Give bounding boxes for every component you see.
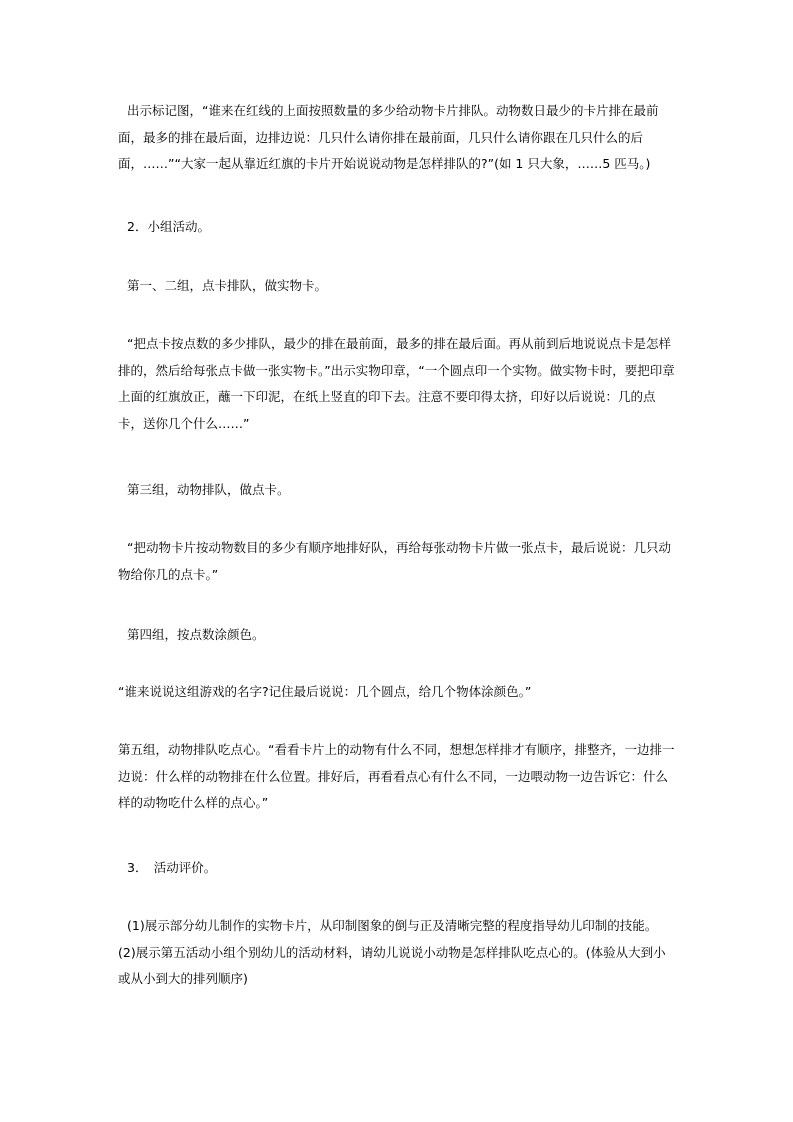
paragraph-group-3: 第三组，动物排队，做点卡。	[127, 482, 290, 497]
paragraph-group-1-2: 第一、二组，点卡排队，做实物卡。	[127, 278, 328, 293]
paragraph-heading-group-activity: 2．小组活动。	[127, 219, 210, 234]
paragraph-group-4-instructions: “谁来说说这组游戏的名字?记住最后说说：几个圆点，给几个物体涂颜色。”	[118, 684, 532, 699]
paragraph-group-4: 第四组，按点数涂颜色。	[127, 627, 265, 642]
paragraph-group-3-instructions: “把动物卡片按动物数目的多少有顺序地排好队，再给每张动物卡片做一张点卡，最后说说：几只动物给你几的点卡。”	[118, 540, 671, 582]
paragraph-group-1-2-instructions: “把点卡按点数的多少排队，最少的排在最前面，最多的排在最后面。再从前到后地说说点卡是怎样排的，然后给每张点卡做一张实物卡。”出示实物印章，“一个圆点印一个实物。做实物卡时，要把印章上面的红旗放正，蘸一下印泥，在纸上竖直的印下去。注意不要印得太挤，印好以后说说：几的点卡，送你几个什么……”	[118, 336, 675, 431]
paragraph-group-5: 第五组，动物排队吃点心。“看看卡片上的动物有什么不同，想想怎样排才有顺序，排整齐，一边排一边说：什么样的动物排在什么位置。排好后，再看看点心有什么不同，一边喂动物一边告诉它：什么样的动物吃什么样的点心。”	[118, 742, 675, 810]
paragraph-evaluation-details: (1)展示部分幼儿制作的实物卡片，从印制图象的倒与正及清晰完整的程度指导幼儿印制的技能。 (2)展示第五活动小组个别幼儿的活动材料，请幼儿说说小动物是怎样排队吃点心的。(体验从大到小或从小到大的排列顺序)	[118, 918, 666, 986]
paragraph-intro: 出示标记图，“谁来在红线的上面按照数量的多少给动物卡片排队。动物数日最少的卡片排在最前面，最多的排在最后面，边排边说：几只什么请你排在最前面，几只什么请你跟在几只什么的后面，……”“大家一起从靠近红旗的卡片开始说说动物是怎样排队的?”(如 1 只大象，……5 匹马。)	[118, 103, 659, 171]
paragraph-heading-evaluation: 3． 活动评价。	[127, 860, 217, 875]
